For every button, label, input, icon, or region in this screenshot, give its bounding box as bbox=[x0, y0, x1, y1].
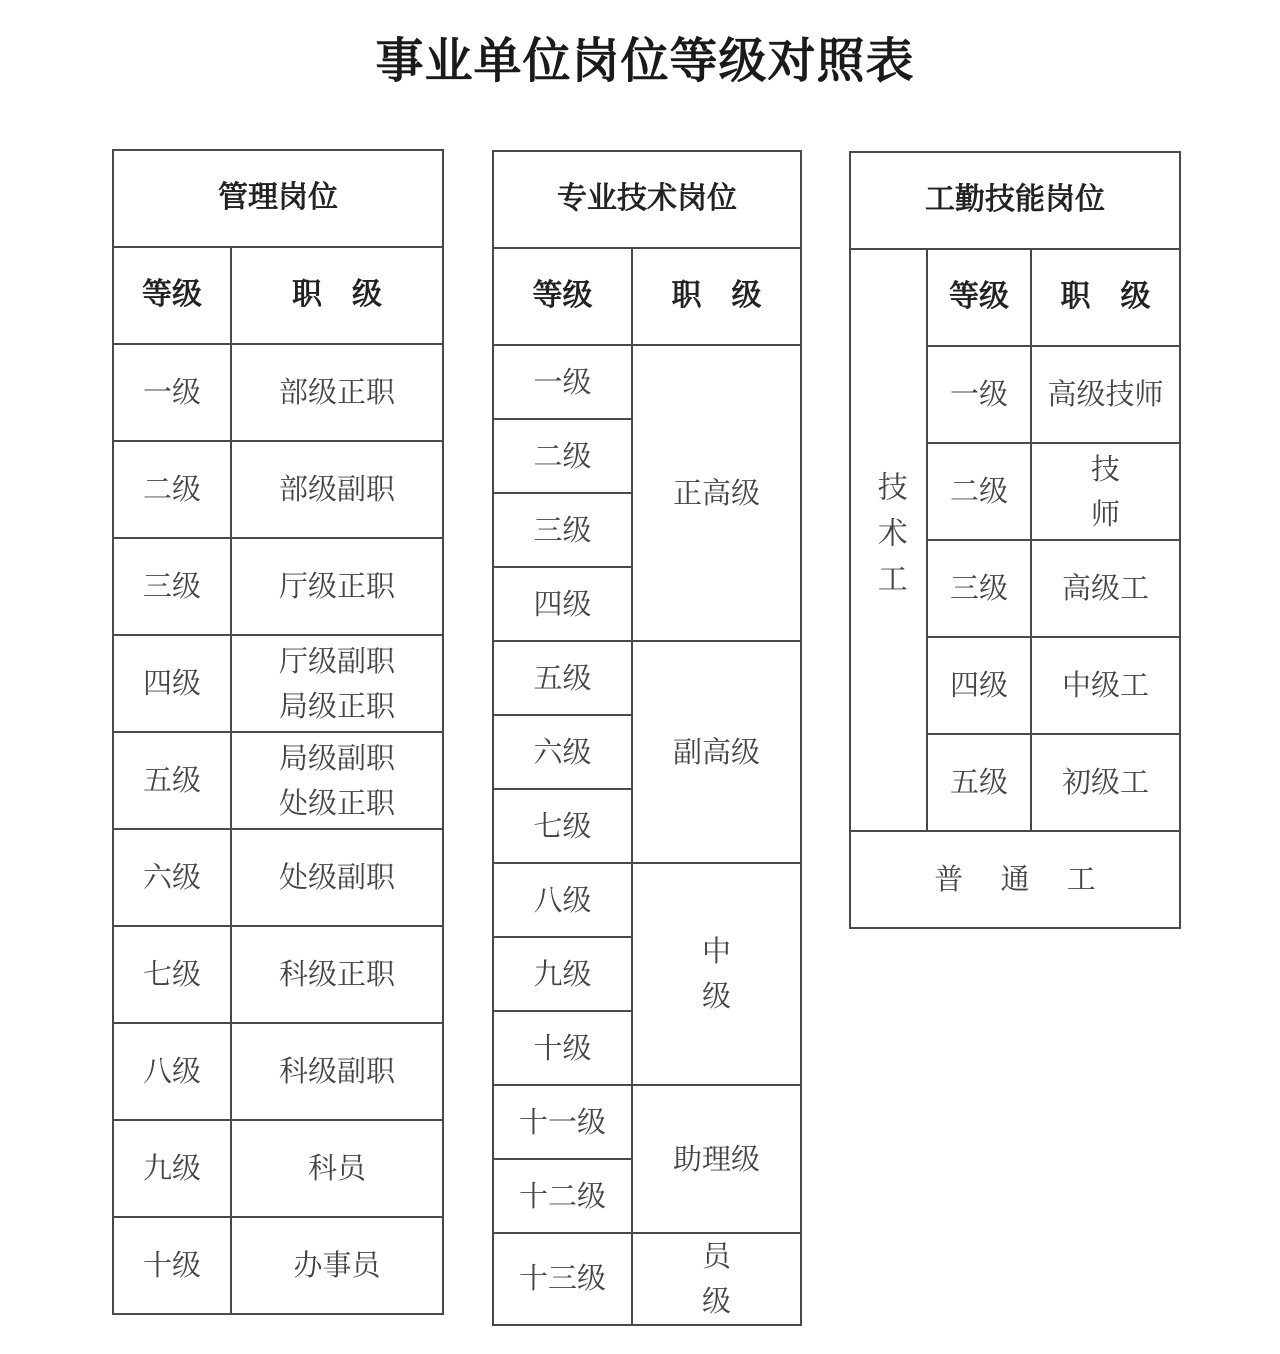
grade-cell: 一级 bbox=[493, 345, 632, 419]
grade-cell: 一级 bbox=[113, 344, 231, 441]
grade-cell: 八级 bbox=[493, 863, 632, 937]
grade-cell: 五级 bbox=[927, 734, 1031, 831]
rank-cell bbox=[231, 1120, 443, 1217]
rank-cell: 助理级 bbox=[632, 1085, 801, 1233]
rank-cell bbox=[231, 1217, 443, 1314]
rank-line: 办事员 bbox=[293, 1248, 381, 1283]
rank-cell: 技 师 bbox=[1031, 443, 1180, 540]
rank-cell: 初级工 bbox=[1031, 734, 1180, 831]
professional-table bbox=[492, 150, 813, 1326]
grade-cell: 三级 bbox=[927, 540, 1031, 637]
grade-cell: 二级 bbox=[927, 443, 1031, 540]
skilled-rank-header: 职 级 bbox=[1031, 249, 1180, 346]
rank-cell: 高级技师 bbox=[1031, 346, 1180, 443]
rank-cell: 中级工 bbox=[1031, 637, 1180, 734]
grade-cell: 五级 bbox=[113, 732, 231, 829]
management-row bbox=[113, 441, 443, 538]
rank-line: 厅级正职 bbox=[278, 569, 395, 604]
management-row bbox=[113, 1217, 443, 1314]
grade-cell: 二级 bbox=[493, 419, 632, 493]
management-row bbox=[113, 635, 443, 732]
professional-row bbox=[493, 863, 801, 937]
management-table bbox=[112, 149, 444, 1315]
grade-cell: 六级 bbox=[493, 715, 632, 789]
management-row bbox=[113, 538, 443, 635]
rank-cell: 员 级 bbox=[632, 1233, 801, 1325]
grade-cell: 九级 bbox=[113, 1120, 231, 1217]
rank-line: 科级正职 bbox=[278, 957, 395, 992]
management-row bbox=[113, 344, 443, 441]
rank-cell bbox=[231, 926, 443, 1023]
skilled-grade-header: 等级 bbox=[927, 249, 1031, 346]
professional-row bbox=[493, 1085, 801, 1159]
grade-cell: 七级 bbox=[113, 926, 231, 1023]
grade-cell: 十三级 bbox=[493, 1233, 632, 1325]
management-grade-header: 等级 bbox=[113, 247, 231, 344]
rank-line: 处级正职 bbox=[278, 785, 395, 820]
rank-line: 科级副职 bbox=[278, 1054, 395, 1089]
rank-line: 部级正职 bbox=[278, 375, 395, 410]
rank-line: 科员 bbox=[307, 1151, 366, 1186]
professional-rank-header: 职 级 bbox=[632, 248, 801, 345]
grade-cell: 十二级 bbox=[493, 1159, 632, 1233]
page-title: 事业单位岗位等级对照表 bbox=[375, 33, 915, 89]
grade-cell: 四级 bbox=[113, 635, 231, 732]
rank-cell: 中 级 bbox=[632, 863, 801, 1085]
grade-cell: 三级 bbox=[113, 538, 231, 635]
rank-line: 部级副职 bbox=[278, 472, 395, 507]
rank-cell: 副高级 bbox=[632, 641, 801, 863]
grade-cell: 八级 bbox=[113, 1023, 231, 1120]
grade-cell: 三级 bbox=[493, 493, 632, 567]
rank-cell bbox=[231, 538, 443, 635]
management-rank-header: 职 级 bbox=[231, 247, 443, 344]
professional-heading: 专业技术岗位 bbox=[493, 151, 801, 248]
rank-line: 局级副职 bbox=[278, 740, 395, 775]
skilled-heading: 工勤技能岗位 bbox=[850, 152, 1180, 249]
grade-cell: 七级 bbox=[493, 789, 632, 863]
rank-line: 局级正职 bbox=[278, 688, 395, 723]
rank-cell: 高级工 bbox=[1031, 540, 1180, 637]
grade-cell: 二级 bbox=[113, 441, 231, 538]
grade-cell: 五级 bbox=[493, 641, 632, 715]
management-row bbox=[113, 732, 443, 829]
general-worker-row bbox=[850, 831, 1180, 928]
management-row bbox=[113, 1120, 443, 1217]
grade-cell: 十级 bbox=[493, 1011, 632, 1085]
general-worker-cell: 普 通 工 bbox=[850, 831, 1180, 928]
management-row bbox=[113, 1023, 443, 1120]
grade-cell: 九级 bbox=[493, 937, 632, 1011]
rank-line: 处级副职 bbox=[278, 860, 395, 895]
professional-row bbox=[493, 345, 801, 419]
professional-row bbox=[493, 641, 801, 715]
technical-worker-label: 技术工 bbox=[850, 249, 927, 831]
skilled-table bbox=[849, 151, 1202, 929]
grade-cell: 十级 bbox=[113, 1217, 231, 1314]
rank-cell bbox=[231, 732, 443, 829]
grade-cell: 一级 bbox=[927, 346, 1031, 443]
professional-grade-header: 等级 bbox=[493, 248, 632, 345]
grade-cell: 四级 bbox=[927, 637, 1031, 734]
grade-cell: 四级 bbox=[493, 567, 632, 641]
rank-cell bbox=[231, 635, 443, 732]
management-heading: 管理岗位 bbox=[113, 150, 443, 247]
rank-cell bbox=[231, 1023, 443, 1120]
rank-line: 厅级副职 bbox=[278, 643, 395, 678]
rank-cell bbox=[231, 344, 443, 441]
grade-cell: 十一级 bbox=[493, 1085, 632, 1159]
management-row bbox=[113, 926, 443, 1023]
grade-cell: 六级 bbox=[113, 829, 231, 926]
rank-cell bbox=[231, 829, 443, 926]
rank-cell: 正高级 bbox=[632, 345, 801, 641]
professional-row bbox=[493, 1233, 801, 1325]
management-row bbox=[113, 829, 443, 926]
rank-cell bbox=[231, 441, 443, 538]
